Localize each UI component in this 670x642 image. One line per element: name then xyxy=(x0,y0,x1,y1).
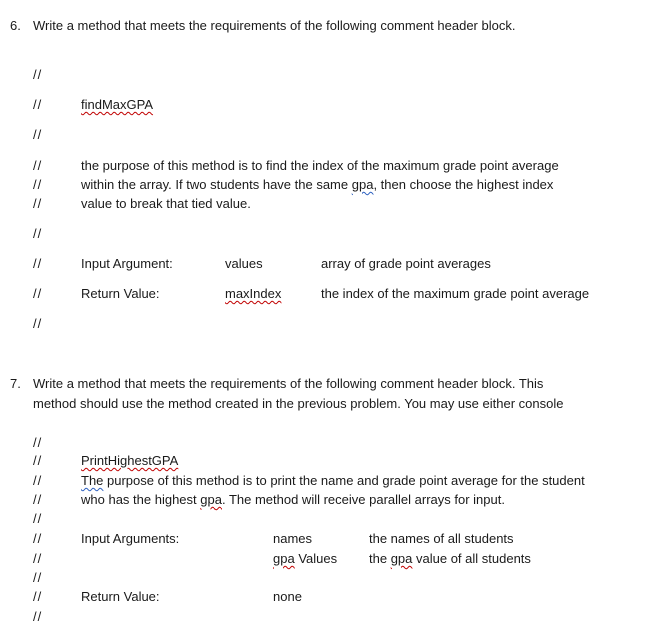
comment-slashes: // xyxy=(33,492,43,507)
q6-input-desc: array of grade point averages xyxy=(321,256,491,271)
comment-slashes: // xyxy=(33,316,43,331)
q7-purpose-line-2 xyxy=(81,492,505,508)
comment-slashes: // xyxy=(33,570,43,585)
q7-input2-desc xyxy=(369,551,531,567)
comment-slashes: // xyxy=(33,609,43,624)
comment-slashes: // xyxy=(33,226,43,241)
flagged-word: gpa xyxy=(351,177,374,192)
q7-return-name: none xyxy=(273,589,302,604)
question-6-prompt: Write a method that meets the requirements of the following comment header block. xyxy=(33,18,516,33)
q7-method-name: PrintHighestGPA xyxy=(81,453,179,468)
text-segment: within the array. If two students have the same xyxy=(81,177,352,192)
q6-input-label: Input Argument: xyxy=(81,256,173,271)
question-7-number: 7. xyxy=(10,376,21,391)
text-segment: who has the highest xyxy=(81,492,201,507)
comment-slashes: // xyxy=(33,473,43,488)
comment-slashes: // xyxy=(33,286,43,301)
question-7-prompt-line-2: method should use the method created in the previous problem. You may use either console xyxy=(33,396,564,411)
q7-return-label: Return Value: xyxy=(81,589,160,604)
q6-method-name: findMaxGPA xyxy=(81,97,154,112)
q6-input-name: values xyxy=(225,256,263,271)
q6-purpose-line-2 xyxy=(81,177,553,193)
comment-slashes: // xyxy=(33,127,43,142)
comment-slashes: // xyxy=(33,551,43,566)
text-segment: . The method will receive parallel arrays for input. xyxy=(221,492,505,507)
q7-input-label: Input Arguments: xyxy=(81,531,180,546)
flagged-word: gpa xyxy=(273,551,295,566)
flagged-word: The xyxy=(81,473,104,488)
comment-slashes: // xyxy=(33,435,43,450)
comment-slashes: // xyxy=(33,256,43,271)
comment-slashes: // xyxy=(33,158,43,173)
q6-return-label: Return Value: xyxy=(81,286,160,301)
comment-slashes: // xyxy=(33,453,43,468)
q7-input2-name xyxy=(273,551,337,567)
q7-purpose-line-1 xyxy=(81,473,585,489)
text-segment: , then choose the highest index xyxy=(373,177,554,192)
text-segment: value of all students xyxy=(412,551,531,566)
comment-slashes: // xyxy=(33,97,43,112)
q7-input1-name: names xyxy=(273,531,313,546)
comment-slashes: // xyxy=(33,511,43,526)
question-7-prompt-line-1: Write a method that meets the requirements of the following comment header block. This xyxy=(33,376,544,391)
flagged-word: gpa xyxy=(200,492,222,507)
q6-return-name: maxIndex xyxy=(225,286,282,301)
q6-purpose-line-1: the purpose of this method is to find the index of the maximum grade point average xyxy=(81,158,559,173)
question-6-number: 6. xyxy=(10,18,21,33)
q6-purpose-line-3: value to break that tied value. xyxy=(81,196,251,211)
comment-slashes: // xyxy=(33,196,43,211)
text-segment: purpose of this method is to print the name and grade point average for the student xyxy=(103,473,585,488)
comment-slashes: // xyxy=(33,67,43,82)
comment-slashes: // xyxy=(33,589,43,604)
q6-return-desc: the index of the maximum grade point average xyxy=(321,286,590,301)
flagged-word: gpa xyxy=(390,551,413,566)
text-segment: Values xyxy=(294,551,338,566)
comment-slashes: // xyxy=(33,531,43,546)
comment-slashes: // xyxy=(33,177,43,192)
q7-input1-desc: the names of all students xyxy=(369,531,514,546)
text-segment: the xyxy=(369,551,391,566)
